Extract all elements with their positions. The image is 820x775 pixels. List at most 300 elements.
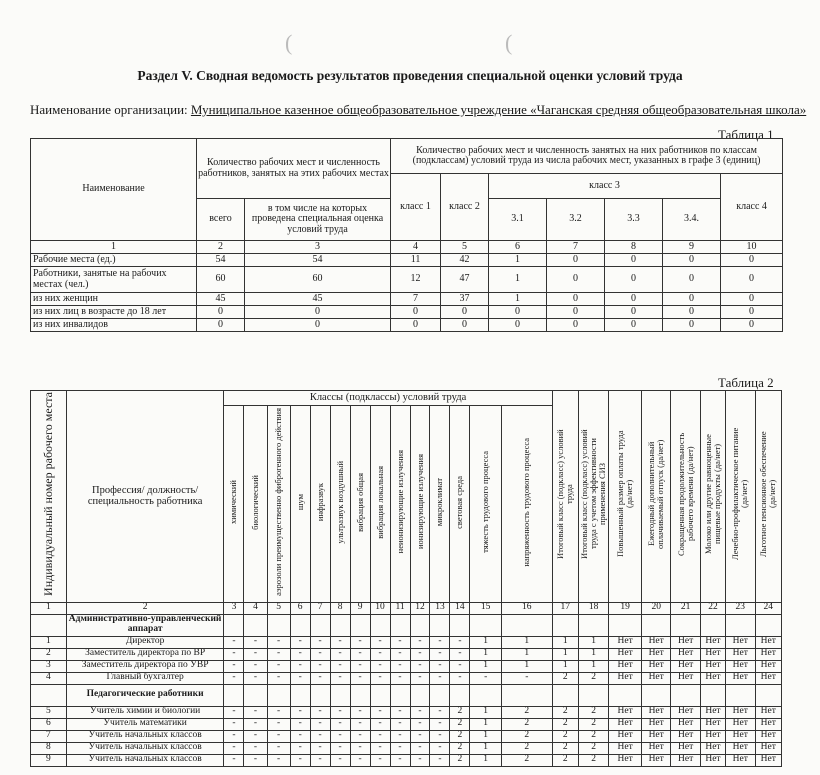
column-number: 4	[391, 241, 441, 254]
cell-value: 45	[245, 293, 391, 306]
column-number: 6	[489, 241, 547, 254]
cell-value: Нет	[671, 648, 700, 660]
cell-value: -	[224, 672, 244, 684]
cell-value: Нет	[755, 648, 781, 660]
cell-empty	[671, 614, 700, 636]
column-number: 5	[267, 602, 290, 614]
factor-header: химический	[224, 406, 244, 603]
profession-name: Заместитель директора по ВР	[66, 648, 224, 660]
cell-value: Нет	[641, 730, 670, 742]
organization-line	[30, 102, 806, 118]
cell-value: Нет	[671, 742, 700, 754]
column-numbers-row	[31, 602, 782, 614]
cell-empty	[501, 684, 552, 706]
cell-value: 1	[470, 742, 502, 754]
workplaces-table	[30, 390, 782, 767]
cell-empty	[552, 684, 578, 706]
cell-value: -	[310, 718, 330, 730]
cell-value: -	[310, 706, 330, 718]
cell-value: -	[267, 754, 290, 766]
cell-value: -	[430, 660, 450, 672]
table2-label: Таблица 2	[718, 375, 774, 390]
cell-value: 0	[245, 306, 391, 319]
result-header: Льготное пенсионное обеспечение (да/нет)	[755, 391, 781, 603]
cell-value: Нет	[641, 754, 670, 766]
cell-value: Нет	[755, 660, 781, 672]
cell-value: 1	[501, 636, 552, 648]
cell-empty	[370, 614, 390, 636]
cell-value: -	[390, 718, 410, 730]
cell-value: -	[244, 718, 267, 730]
cell-value: 0	[721, 254, 783, 267]
cell-value: -	[244, 648, 267, 660]
cell-value: 1	[578, 636, 608, 648]
cell-value: -	[410, 730, 430, 742]
cell-value: 2	[552, 718, 578, 730]
scan-mark: (	[285, 30, 293, 55]
cell-value: -	[224, 718, 244, 730]
cell-value: -	[390, 754, 410, 766]
cell-empty	[578, 684, 608, 706]
cell-value: Нет	[609, 718, 642, 730]
column-number: 19	[609, 602, 642, 614]
cell-value: Нет	[641, 648, 670, 660]
cell-value: 1	[578, 648, 608, 660]
summary-table	[30, 138, 783, 332]
cell-empty	[290, 684, 310, 706]
cell-empty	[310, 614, 330, 636]
header-profession: Профессия/ должность/ специальность работника	[66, 391, 224, 603]
table-row	[31, 718, 782, 730]
cell-value: -	[310, 660, 330, 672]
cell-value: -	[290, 660, 310, 672]
cell-value: Нет	[726, 754, 755, 766]
cell-empty	[370, 684, 390, 706]
column-number: 6	[290, 602, 310, 614]
cell-value: Нет	[726, 718, 755, 730]
cell-value: -	[390, 742, 410, 754]
cell-value: -	[310, 754, 330, 766]
cell-value: 0	[197, 319, 245, 332]
cell-value: -	[330, 754, 350, 766]
cell-value: -	[290, 706, 310, 718]
column-number: 16	[501, 602, 552, 614]
column-number: 1	[31, 241, 197, 254]
cell-value: Нет	[671, 706, 700, 718]
cell-value: 0	[663, 293, 721, 306]
cell-value: 2	[552, 742, 578, 754]
cell-value: -	[330, 706, 350, 718]
table-row	[31, 636, 782, 648]
cell-value: -	[370, 718, 390, 730]
column-number: 10	[721, 241, 783, 254]
cell-value: 54	[245, 254, 391, 267]
cell-value: Нет	[755, 742, 781, 754]
cell-value: -	[330, 648, 350, 660]
column-number: 9	[350, 602, 370, 614]
header-by-classes: Количество рабочих мест и численность занятых на них работников по классам (подклассам) условий труда из числа рабочих мест, указанных в графе 3 (единиц)	[391, 139, 783, 174]
column-number: 2	[66, 602, 224, 614]
cell-value: Нет	[755, 754, 781, 766]
cell-value: 0	[245, 319, 391, 332]
cell-value: 12	[391, 267, 441, 293]
cell-value: 0	[547, 306, 605, 319]
cell-value: -	[330, 660, 350, 672]
cell-value: -	[330, 672, 350, 684]
cell-value: Нет	[641, 742, 670, 754]
organization-label: Наименование организации:	[30, 102, 188, 117]
cell-empty	[501, 614, 552, 636]
cell-value: 1	[501, 648, 552, 660]
cell-value: -	[224, 660, 244, 672]
column-number: 10	[370, 602, 390, 614]
profession-name: Учитель математики	[66, 718, 224, 730]
cell-value: -	[290, 672, 310, 684]
cell-value: Нет	[609, 660, 642, 672]
cell-empty	[350, 684, 370, 706]
cell-value: Нет	[609, 742, 642, 754]
header-name: Наименование	[31, 139, 197, 241]
cell-value: -	[244, 636, 267, 648]
cell-value: -	[310, 730, 330, 742]
cell-value: -	[290, 742, 310, 754]
cell-value: Нет	[700, 742, 725, 754]
cell-empty	[552, 614, 578, 636]
cell-value: 1	[470, 730, 502, 742]
cell-empty	[755, 614, 781, 636]
cell-value: 0	[721, 293, 783, 306]
cell-empty	[700, 614, 725, 636]
workplace-number: 4	[31, 672, 67, 684]
cell-value: Нет	[726, 660, 755, 672]
workplace-number: 2	[31, 648, 67, 660]
profession-name: Директор	[66, 636, 224, 648]
cell-value: 0	[605, 293, 663, 306]
cell-value: -	[390, 706, 410, 718]
column-number: 21	[671, 602, 700, 614]
cell-empty	[330, 614, 350, 636]
cell-value: -	[267, 706, 290, 718]
cell-value: 2	[578, 730, 608, 742]
cell-value: -	[330, 742, 350, 754]
factor-header: ионизирующие излучения	[410, 406, 430, 603]
workplace-number: 1	[31, 636, 67, 648]
cell-value: 11	[391, 254, 441, 267]
cell-value: -	[290, 730, 310, 742]
cell-empty	[224, 684, 244, 706]
cell-empty	[244, 614, 267, 636]
cell-value: 0	[721, 306, 783, 319]
cell-value: -	[267, 718, 290, 730]
cell-value: 0	[721, 319, 783, 332]
cell-value: Нет	[671, 754, 700, 766]
factor-header: вибрация общая	[350, 406, 370, 603]
cell-value: Нет	[700, 672, 725, 684]
header-3-2: 3.2	[547, 199, 605, 241]
cell-value: -	[350, 718, 370, 730]
column-number: 20	[641, 602, 670, 614]
cell-value: Нет	[700, 648, 725, 660]
column-number: 3	[224, 602, 244, 614]
cell-value: 0	[441, 306, 489, 319]
cell-value: -	[244, 754, 267, 766]
table-row	[31, 742, 782, 754]
organization-name: Муниципальное казенное общеобразовательное учреждение «Чаганская средняя общеобразовательная школа»	[190, 102, 807, 117]
cell-value: -	[501, 672, 552, 684]
cell-value: Нет	[609, 754, 642, 766]
cell-value: -	[224, 706, 244, 718]
cell-value: -	[430, 754, 450, 766]
cell-empty	[330, 684, 350, 706]
cell-empty	[430, 614, 450, 636]
cell-empty	[267, 614, 290, 636]
cell-value: -	[410, 672, 430, 684]
workplace-number: 3	[31, 660, 67, 672]
cell-value: -	[350, 706, 370, 718]
result-header: Ежегодный дополнительный оплачиваемый отпуск (да/нет)	[641, 391, 670, 603]
cell-value: -	[450, 660, 470, 672]
column-number: 2	[197, 241, 245, 254]
table-row	[31, 730, 782, 742]
cell-value: -	[224, 742, 244, 754]
cell-value: -	[430, 648, 450, 660]
cell-value: -	[430, 730, 450, 742]
cell-value: Нет	[755, 636, 781, 648]
cell-value: 0	[547, 319, 605, 332]
cell-value: Нет	[755, 718, 781, 730]
row-label: Рабочие места (ед.)	[31, 254, 197, 267]
table-row	[31, 267, 783, 293]
cell-value: Нет	[700, 636, 725, 648]
cell-value: 1	[470, 706, 502, 718]
cell-value: -	[267, 648, 290, 660]
cell-value: 1	[470, 636, 502, 648]
cell-value: -	[390, 730, 410, 742]
header-3-1: 3.1	[489, 199, 547, 241]
cell-value: 2	[552, 754, 578, 766]
cell-value: 2	[501, 706, 552, 718]
cell-value: -	[430, 718, 450, 730]
profession-name: Главный бухгалтер	[66, 672, 224, 684]
cell-value: -	[370, 660, 390, 672]
cell-value: -	[224, 754, 244, 766]
column-number: 17	[552, 602, 578, 614]
cell-value: 1	[501, 660, 552, 672]
profession-name: Заместитель директора по УВР	[66, 660, 224, 672]
column-number: 3	[245, 241, 391, 254]
cell-value: Нет	[641, 636, 670, 648]
factor-header: микроклимат	[430, 406, 450, 603]
cell-value: 0	[441, 319, 489, 332]
cell-value: 1	[470, 718, 502, 730]
cell-value: 2	[450, 730, 470, 742]
cell-value: 0	[605, 267, 663, 293]
cell-value: Нет	[726, 672, 755, 684]
header-workplace-number: Индивидуальный номер рабочего места	[31, 391, 67, 603]
cell-empty	[31, 614, 67, 636]
workplace-number: 8	[31, 742, 67, 754]
row-label: Работники, занятые на рабочих местах (чел.)	[31, 267, 197, 293]
cell-value: 45	[197, 293, 245, 306]
row-label: из них лиц в возрасте до 18 лет	[31, 306, 197, 319]
result-header: Итоговый класс (подкласс) условий труда	[552, 391, 578, 603]
cell-value: -	[267, 672, 290, 684]
header-3-3: 3.3	[605, 199, 663, 241]
cell-value: -	[410, 636, 430, 648]
cell-value: Нет	[671, 730, 700, 742]
cell-value: Нет	[641, 718, 670, 730]
factor-header: шум	[290, 406, 310, 603]
cell-value: -	[430, 636, 450, 648]
cell-value: Нет	[609, 672, 642, 684]
workplace-number: 6	[31, 718, 67, 730]
cell-value: -	[350, 648, 370, 660]
cell-value: 0	[489, 306, 547, 319]
cell-value: 54	[197, 254, 245, 267]
cell-value: 0	[663, 306, 721, 319]
cell-value: 2	[552, 672, 578, 684]
cell-value: 1	[552, 660, 578, 672]
cell-value: -	[310, 672, 330, 684]
cell-empty	[390, 684, 410, 706]
cell-value: Нет	[609, 706, 642, 718]
cell-value: -	[330, 730, 350, 742]
page-title: Раздел V. Сводная ведомость результатов проведения специальной оценки условий труда	[137, 68, 683, 83]
column-number: 23	[726, 602, 755, 614]
cell-value: -	[390, 648, 410, 660]
cell-value: -	[370, 742, 390, 754]
cell-value: Нет	[641, 672, 670, 684]
factor-header: вибрация локальная	[370, 406, 390, 603]
table1-label: Таблица 1	[718, 127, 774, 142]
cell-value: -	[410, 742, 430, 754]
cell-value: -	[410, 718, 430, 730]
cell-value: 1	[578, 660, 608, 672]
column-number: 12	[410, 602, 430, 614]
table-row	[31, 706, 782, 718]
cell-value: -	[224, 636, 244, 648]
table-row	[31, 254, 783, 267]
cell-value: 37	[441, 293, 489, 306]
cell-value: 1	[552, 648, 578, 660]
row-label: из них инвалидов	[31, 319, 197, 332]
cell-empty	[609, 614, 642, 636]
cell-value: -	[370, 754, 390, 766]
profession-name: Учитель начальных классов	[66, 730, 224, 742]
table-row	[31, 319, 783, 332]
section-title: Административно-управленческий аппарат	[66, 614, 224, 636]
header-class1: класс 1	[391, 174, 441, 241]
cell-value: -	[370, 672, 390, 684]
header-class3: класс 3	[489, 174, 721, 199]
cell-value: -	[430, 672, 450, 684]
cell-value: -	[350, 730, 370, 742]
result-header: Лечебно-профилактическое питание (да/нет)	[726, 391, 755, 603]
column-number: 14	[450, 602, 470, 614]
cell-value: -	[390, 660, 410, 672]
profession-name: Учитель химии и биологии	[66, 706, 224, 718]
column-number: 1	[31, 602, 67, 614]
cell-value: 1	[470, 660, 502, 672]
section-row	[31, 684, 782, 706]
cell-value: -	[370, 636, 390, 648]
cell-value: -	[410, 754, 430, 766]
cell-value: 60	[245, 267, 391, 293]
cell-value: -	[390, 672, 410, 684]
column-number: 15	[470, 602, 502, 614]
cell-value: Нет	[609, 636, 642, 648]
profession-name: Учитель начальных классов	[66, 754, 224, 766]
cell-empty	[578, 614, 608, 636]
cell-value: 0	[663, 319, 721, 332]
cell-value: -	[244, 742, 267, 754]
cell-value: 0	[197, 306, 245, 319]
table-row	[31, 293, 783, 306]
cell-value: Нет	[755, 706, 781, 718]
cell-value: 2	[552, 706, 578, 718]
cell-value: -	[310, 648, 330, 660]
cell-value: -	[330, 636, 350, 648]
cell-value: -	[350, 672, 370, 684]
cell-value: -	[290, 636, 310, 648]
section-row	[31, 614, 782, 636]
cell-value: 0	[547, 293, 605, 306]
cell-value: -	[410, 660, 430, 672]
cell-value: -	[390, 636, 410, 648]
cell-empty	[609, 684, 642, 706]
cell-value: -	[244, 660, 267, 672]
cell-empty	[224, 614, 244, 636]
cell-value: -	[244, 730, 267, 742]
cell-value: -	[224, 648, 244, 660]
cell-value: 2	[578, 706, 608, 718]
cell-value: 2	[450, 706, 470, 718]
cell-value: Нет	[671, 672, 700, 684]
cell-value: 0	[391, 319, 441, 332]
cell-value: -	[267, 660, 290, 672]
cell-value: -	[410, 706, 430, 718]
cell-value: Нет	[726, 706, 755, 718]
result-header: Итоговый класс (подкласс) условий труда с учетом эффективности применения СИЗ	[578, 391, 608, 603]
cell-value: Нет	[671, 636, 700, 648]
header-workplaces-count: Количество рабочих мест и численность работников, занятых на этих рабочих местах	[197, 139, 391, 199]
header-class2: класс 2	[441, 174, 489, 241]
cell-value: Нет	[726, 730, 755, 742]
cell-empty	[470, 614, 502, 636]
cell-value: Нет	[700, 706, 725, 718]
cell-value: 2	[578, 672, 608, 684]
cell-value: -	[370, 648, 390, 660]
cell-empty	[310, 684, 330, 706]
column-number: 7	[547, 241, 605, 254]
cell-empty	[390, 614, 410, 636]
factor-header: аэрозоли преимущественно фиброгенного действия	[267, 406, 290, 603]
cell-value: -	[450, 636, 470, 648]
cell-value: 2	[501, 730, 552, 742]
cell-value: 0	[605, 319, 663, 332]
result-header: Сокращенная продолжительность рабочего времени (да/нет)	[671, 391, 700, 603]
cell-value: -	[450, 648, 470, 660]
cell-value: 0	[663, 267, 721, 293]
cell-empty	[641, 614, 670, 636]
header-assessed: в том числе на которых проведена специальная оценка условий труда	[245, 199, 391, 241]
cell-value: 0	[721, 267, 783, 293]
cell-value: -	[267, 742, 290, 754]
column-number: 24	[755, 602, 781, 614]
cell-value: Нет	[641, 660, 670, 672]
column-number: 22	[700, 602, 725, 614]
table-row	[31, 672, 782, 684]
